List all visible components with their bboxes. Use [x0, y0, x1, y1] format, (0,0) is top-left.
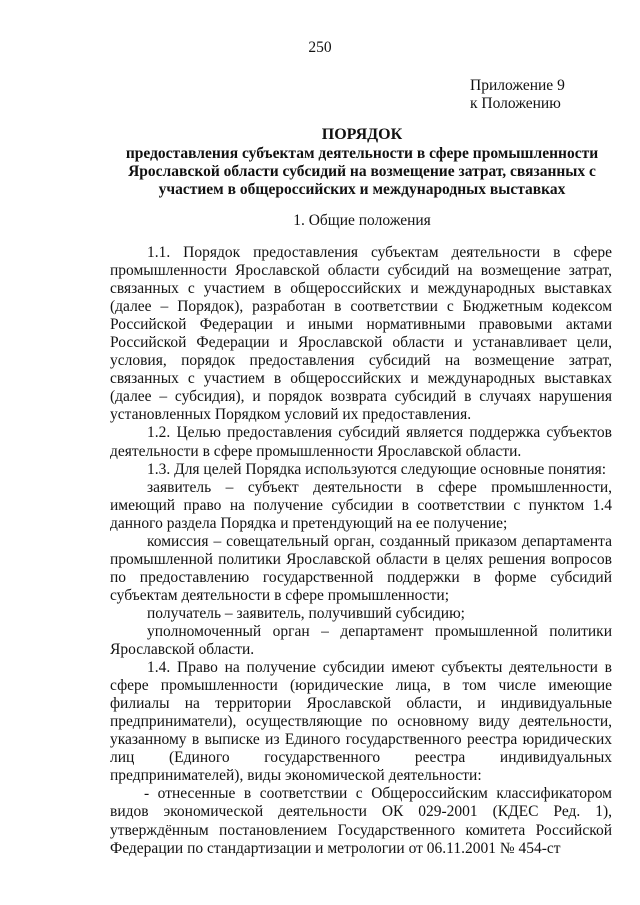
section-heading: 1. Общие положения [293, 212, 431, 229]
paragraph-1-3: 1.3. Для целей Порядка используются следующие основные понятия: [147, 460, 607, 478]
title-main: ПОРЯДОК [321, 126, 403, 143]
paragraph-1-4: 1.4. Право на получение субсидии имеют субъекты деятельности в сфере промышленности (юридические лица, в том числе имеющие филиалы на территории Ярославской области, и индивидуальные предприниматели), осуществляющие по основному виду деятельности, указанному в выписке из Единого государственного реестра юридических лиц (Единого государственного реестра индивидуальных предпринимателей), виды экономической деятельности: [110, 659, 612, 785]
appendix-line-2: к Положению [470, 95, 561, 112]
appendix-line-1: Приложение 9 [470, 77, 565, 94]
definition-recipient: получатель – заявитель, получивший субсидию; [147, 604, 465, 622]
definition-applicant: заявитель – субъект деятельности в сфере промышленности, имеющий право на получение субсидии в соответствии с пунктом 1.4 данного раздела Порядка и претендующий на ее получение; [110, 478, 612, 532]
appendix-reference [470, 77, 620, 113]
page-number: 250 [308, 39, 332, 56]
title-subtitle: предоставления субъектам деятельности в сфере промышленности Ярославской области субсидий на возмещение затрат, связанных с участием в общероссийских и международных выставках [125, 145, 599, 198]
definition-commission: комиссия – совещательный орган, созданный приказом департамента промышленной политики Ярославской области в целях решения вопросов по предоставлению государственной поддержки в форме субсидий субъектам деятельности в сфере промышленности; [110, 532, 612, 604]
document-title [112, 126, 612, 199]
body-text [110, 244, 612, 858]
paragraph-1-2: 1.2. Целью предоставления субсидий является поддержка субъектов деятельности в сфере промышленности Ярославской области. [110, 424, 612, 460]
definition-authorized-body: уполномоченный орган – департамент промышленной политики Ярославской области. [110, 622, 612, 659]
list-item-okved: - отнесенные в соответствии с Общероссийским классификатором видов экономической деятельности ОК 029-2001 (КДЕС Ред. 1), утверждённым постановлением Государственного комитета Российской Федерации по стандартизации и метрологии от 06.11.2001 № 454-ст [110, 785, 612, 857]
paragraph-1-1: 1.1. Порядок предоставления субъектам деятельности в сфере промышленности Ярославской области субсидий на возмещение затрат, связанных с участием в общероссийских и международных выставках (далее – Порядок), разработан в соответствии с Бюджетным кодексом Российской Федерации и иными нормативными правовыми актами Российской Федерации и Ярославской области и устанавливает цели, условия, порядок предоставления субсидий на возмещение затрат, связанных с участием в общероссийских и международных выставках (далее – субсидия), и порядок возврата субсидий в случаях нарушения установленных Порядком условий их предоставления. [110, 244, 612, 424]
